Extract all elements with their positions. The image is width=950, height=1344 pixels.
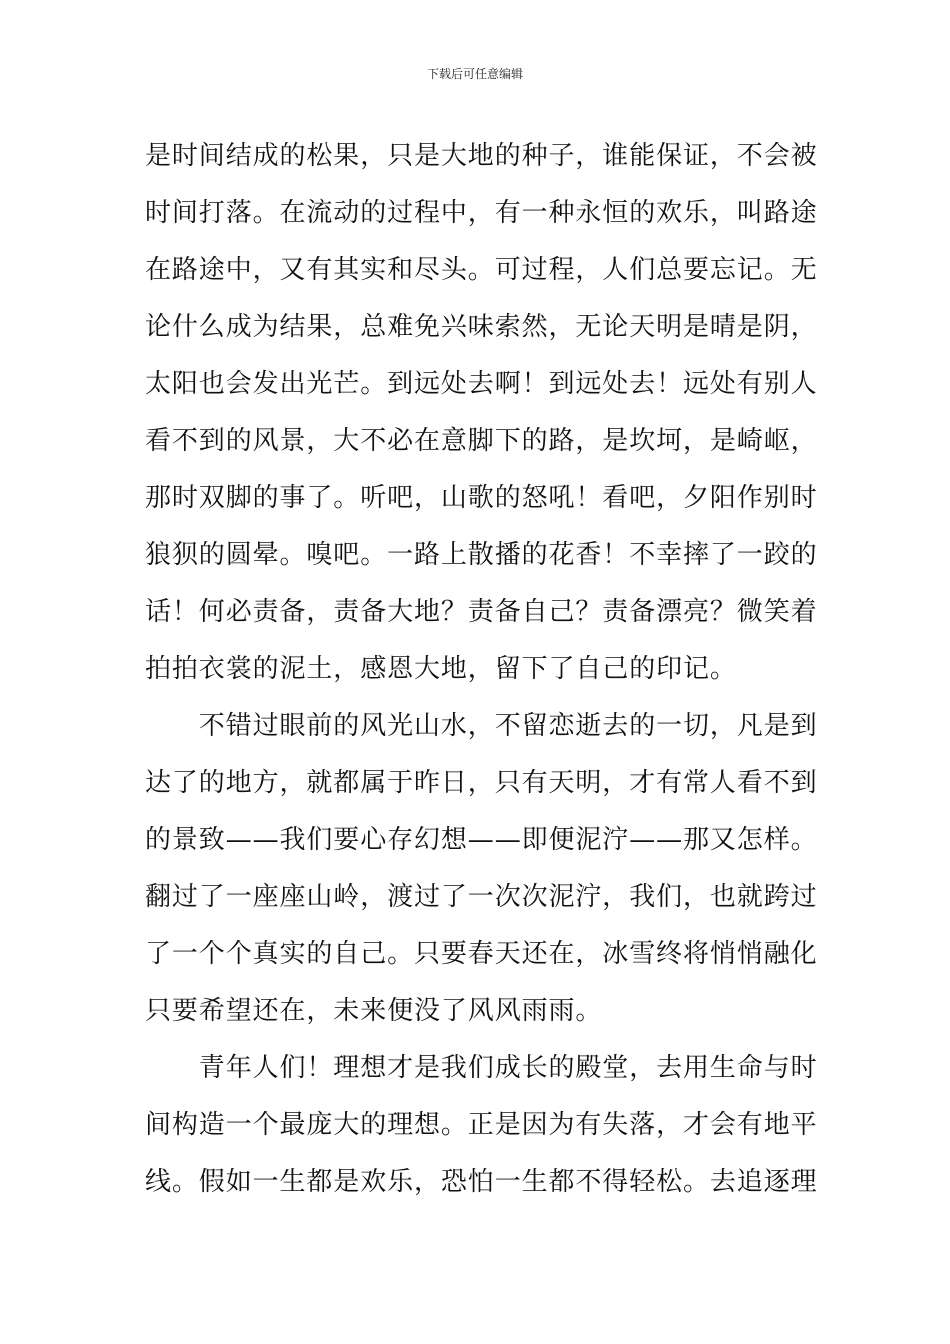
document-body bbox=[145, 128, 818, 1211]
text-line: 话！何必责备，责备大地？责备自己？责备漂亮？微笑着 bbox=[145, 597, 818, 627]
text-line: 拍拍衣裳的泥土，感恩大地，留下了自己的印记。 bbox=[145, 654, 737, 684]
text-line: 间构造一个最庞大的理想。正是因为有失落，才会有地平 bbox=[145, 1110, 818, 1140]
text-line: 太阳也会发出光芒。到远处去啊！到远处去！远处有别人 bbox=[145, 369, 818, 399]
text-line: 那时双脚的事了。听吧，山歌的怒吼！看吧，夕阳作别时 bbox=[145, 483, 818, 513]
text-line: 的景致——我们要心存幻想——即便泥泞——那又怎样。 bbox=[145, 825, 818, 855]
text-line: 翻过了一座座山岭，渡过了一次次泥泞，我们，也就跨过 bbox=[145, 882, 818, 912]
text-line: 在路途中，又有其实和尽头。可过程，人们总要忘记。无 bbox=[145, 255, 818, 285]
text-line: 狼狈的圆晕。嗅吧。一路上散播的花香！不幸摔了一跤的 bbox=[145, 540, 818, 570]
text-line: 看不到的风景，大不必在意脚下的路，是坎坷，是崎岖， bbox=[145, 426, 818, 456]
text-line: 是时间结成的松果，只是大地的种子，谁能保证，不会被 bbox=[145, 141, 818, 171]
text-line: 不错过眼前的风光山水，不留恋逝去的一切，凡是到 bbox=[145, 711, 818, 741]
text-line: 达了的地方，就都属于昨日，只有天明，才有常人看不到 bbox=[145, 768, 818, 798]
text-line: 论什么成为结果，总难免兴味索然，无论天明是晴是阴， bbox=[145, 312, 818, 342]
text-line: 只要希望还在，未来便没了风风雨雨。 bbox=[145, 996, 603, 1026]
text-line: 了一个个真实的自己。只要春天还在，冰雪终将悄悄融化 bbox=[145, 939, 818, 969]
text-line: 时间打落。在流动的过程中，有一种永恒的欢乐，叫路途 bbox=[145, 198, 818, 228]
text-line: 线。假如一生都是欢乐，恐怕一生都不得轻松。去追逐理 bbox=[145, 1167, 818, 1197]
text-line: 青年人们！理想才是我们成长的殿堂，去用生命与时 bbox=[145, 1053, 818, 1083]
page-header: 下载后可任意编辑 bbox=[426, 67, 523, 81]
